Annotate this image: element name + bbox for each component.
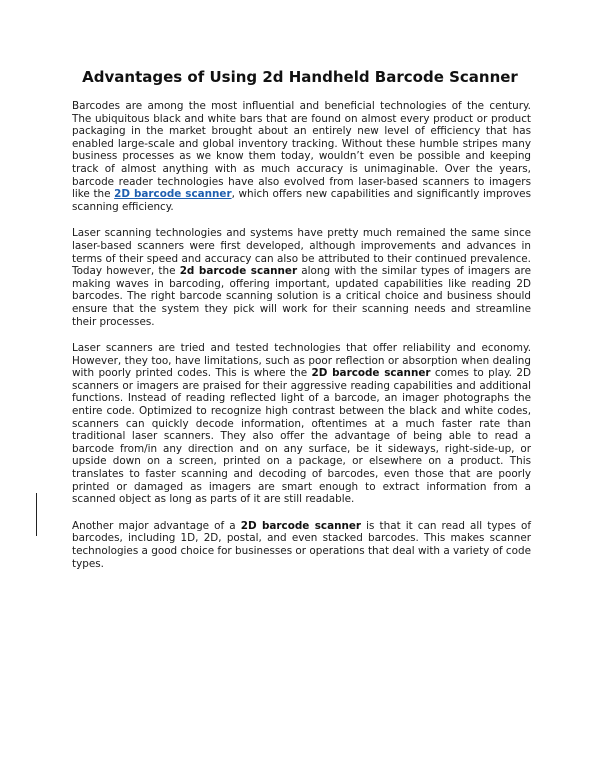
paragraph-intro-text-2: , which offers new capabilities and significantly improves scanning efficiency.	[72, 188, 531, 213]
paragraph-intro	[72, 100, 531, 213]
paragraph-limitations-text-2: comes to play. 2D scanners or imagers are praised for their aggressive reading capabilities and additional functions. Instead of reading reflected light of a barcode, an imager photographs the entire code. Optimized to recognize high contrast between the black and white codes, scanners can quickly decode information, oftentimes at a much faster rate than traditional laser scanners. They also offer the advantage of being able to read a barcode from/in any direction and on any surface, be it sideways, right-side-up, or upside down on a screen, printed on a package, or elsewhere on a product. This translates to faster scanning and decoding of barcodes, even those that are poorly printed or damaged as imagers are smart enough to extract information from a scanned object as long as parts of it are still readable.	[72, 367, 531, 506]
margin-change-bar	[36, 493, 37, 536]
paragraph-advantage-text-2: is that it can read all types of barcodes, including 1D, 2D, postal, and even stacked barcodes. This makes scanner technologies a good choice for businesses or operations that deal with a variety of code types.	[72, 519, 531, 570]
paragraph-laser-text-2: along with the similar types of imagers are making waves in barcoding, offering important, updated capabilities like reading 2D barcodes. The right barcode scanning solution is a critical choice and business should ensure that the system they pick will work for their scanning needs and streamline their processes.	[72, 265, 531, 328]
paragraph-limitations-text-1: Laser scanners are tried and tested technologies that offer reliability and economy. However, they too, have limitations, such as poor reflection or absorption when dealing with poorly printed codes. This is where the	[72, 342, 531, 380]
page-title: Advantages of Using 2d Handheld Barcode Scanner	[82, 68, 518, 86]
paragraph-advantage-text-1: Another major advantage of a	[72, 519, 241, 532]
paragraph-limitations	[72, 342, 531, 506]
paragraph-laser-text-1: Laser scanning technologies and systems have pretty much remained the same since laser-based scanners were first developed, although improvements and advances in terms of their speed and accuracy can also be attributed to their continued prevalence. Today however, the	[72, 227, 531, 278]
paragraph-advantage	[72, 520, 531, 570]
paragraph-intro-text-1: Barcodes are among the most influential and beneficial technologies of the century. The ubiquitous black and white bars that are found on almost every product or product packaging in the market brought about an entirely new level of efficiency that has enabled large-scale and global inventory tracking. Without these humble stripes many business processes as we know them today, wouldn’t even be possible and keeping track of almost anything with as much accuracy is unimaginable. Over the years, barcode reader technologies have also evolved from laser-based scanners to imagers like the	[72, 100, 531, 201]
bold-2d-barcode-scanner: 2d barcode scanner	[179, 265, 298, 278]
2d-barcode-scanner-link[interactable]: 2D barcode scanner	[114, 188, 232, 201]
bold-2d-barcode-scanner: 2D barcode scanner	[311, 367, 431, 380]
document-body	[72, 100, 531, 584]
bold-2d-barcode-scanner: 2D barcode scanner	[240, 519, 362, 532]
paragraph-laser-technologies	[72, 227, 531, 328]
